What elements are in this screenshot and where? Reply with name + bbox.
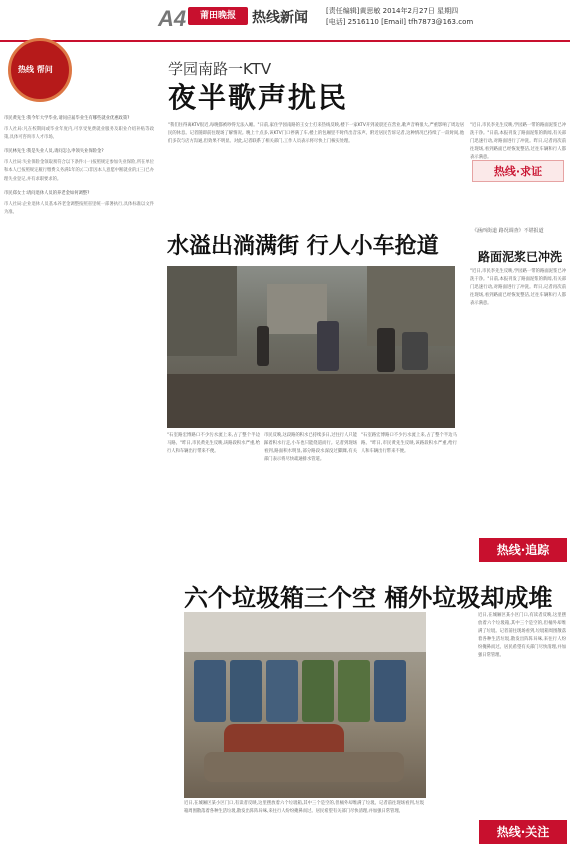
section-tag-verify: 热线·求证 — [472, 160, 564, 182]
article-body: "我们住得离KTV很近,每晚都被吵得无法入睡。"日前,家住学园南路的王女士打来热线反映,楼下一家KTV开到凌晨还在营业,歌声音响很大,严重影响了周边居民的休息。记者随即前往现场了解情况。晚上十点多,该KTV门口停满了车,楼上的包厢里不时传出音乐声。附近居民告诉记者,这种情况已持续了一段时间,他们多次与店方沟通,但效果不明显。对此,记者联系了相关部门,工作人员表示将尽快上门核实处理。 — [168, 123, 464, 145]
article-title: 夜半歌声扰民 — [168, 81, 349, 114]
section-tag-followup: 热线·追踪 — [479, 538, 567, 562]
water-article-body-2: "石室路宏博路口不少污水流上来,占了整个半边马路。"昨日,市民黄先生反映,该路段积水严重,给行人和车辆出行带来不便。 — [361, 433, 457, 455]
section-tag-attention: 热线·关注 — [479, 820, 567, 844]
bins-article-body: 近日,在城厢区某小区门口,有读者反映,这里摆放着六个垃圾箱,其中三个是空的,但桶外却堆满了垃圾。记者前往现场看到,垃圾箱周围散落着各种生活垃圾,散发出阵阵异味,来往行人纷纷掩鼻而过。居民希望有关部门尽快清理,并加强日常管理。 — [184, 801, 424, 815]
water-article-body: 市民反映,这段路的积水已持续多日,过往行人只能踩着积水行走,小车也只能绕道而行。记者到现场看到,路面积水明显,部分路段水深没过脚踝,有关部门表示将尽快疏通排水管道。 — [264, 433, 357, 463]
bins-article-body-2: 近日,在城厢区某小区门口,有读者反映,这里摆放着六个垃圾箱,其中三个是空的,但桶外却堆满了垃圾。记者前往现场看到,垃圾箱周围散落着各种生活垃圾,散发出阵阵异味,来往行人纷纷掩鼻而过。居民希望有关部门尽快清理,并加强日常管理。 — [478, 613, 566, 659]
qa-column — [4, 60, 154, 835]
bins-article-title: 六个垃圾箱三个空 桶外垃圾却成堆 — [184, 584, 553, 612]
editor-info: [责任编辑]黄思敏 2014年2月27日 星期四 — [326, 7, 459, 15]
page-number: A4 — [158, 6, 187, 31]
garbage-bins-photo — [184, 612, 426, 798]
water-article-title: 水溢出淌满街 行人小车抢道 — [167, 234, 439, 259]
newspaper-logo: 莆田晚报 — [188, 7, 248, 25]
page-header — [0, 0, 570, 42]
photo-caption: "石室路宏博路口不少污水流上来,占了整个半边马路。"昨日,市民黄先生反映,该路段积水严重,给行人和车辆出行带来不便。 — [167, 433, 260, 455]
question-1: 市民黄先生:我今年大学毕业,请问应届毕业生有哪些就业优惠政策? — [4, 116, 130, 121]
answer-1: 市人社局:凡在校期间或毕业年度内,可享受免费就业服务及职业介绍补贴等政策,具体可咨询市人才市场。 — [4, 127, 154, 141]
article-subtitle: 学园南路一KTV — [168, 60, 272, 78]
contact-info: [电话] 2516110 [Email] tfh7873@163.com — [326, 18, 474, 26]
badge-label: 热线 帮问 — [18, 65, 53, 74]
answer-3: 市人社局:企业退休人员基本养老金调整按照省里统一部署执行,具体标准以文件为准。 — [4, 201, 154, 215]
question-3: 市民郑女士:请问退休人员的养老金如何调整? — [4, 190, 90, 196]
section-title: 热线新闻 — [252, 10, 308, 26]
question-2: 市民林先生:我是失业人员,请问怎么申领失业保险金? — [4, 149, 104, 155]
mud-tag: 《涵西街道 路况调查》不堪报道 — [472, 228, 544, 234]
mud-article-body: "近日,市民李先生反映,学园路一带的路面泥浆已冲洗干净。"日前,本报刊发了路面泥浆的新闻,有关部门迅速行动,对路面进行了冲洗。昨日,记者再次前往现场,看到路面已经恢复整洁,过往车辆和行人都表示满意。 — [470, 269, 566, 307]
mud-article-title: 路面泥浆已冲洗 — [478, 250, 563, 264]
street-flood-photo — [167, 266, 455, 428]
side-note: "近日,市民李先生反映,学园路一带的路面泥浆已冲洗干净。"日前,本报刊发了路面泥浆的新闻,有关部门迅速行动,对路面进行了冲洗。昨日,记者再次前往现场,看到路面已经恢复整洁,过往车辆和行人都表示满意。 — [470, 123, 566, 161]
answer-2: 市人社局:失业保险金领取须符合以下条件:(一)按照规定参加失业保险,所在单位和本人已按照规定履行缴费义务满1年的;(二)非因本人意愿中断就业的;(三)已办理失业登记,并有求职要求的。 — [4, 160, 154, 182]
